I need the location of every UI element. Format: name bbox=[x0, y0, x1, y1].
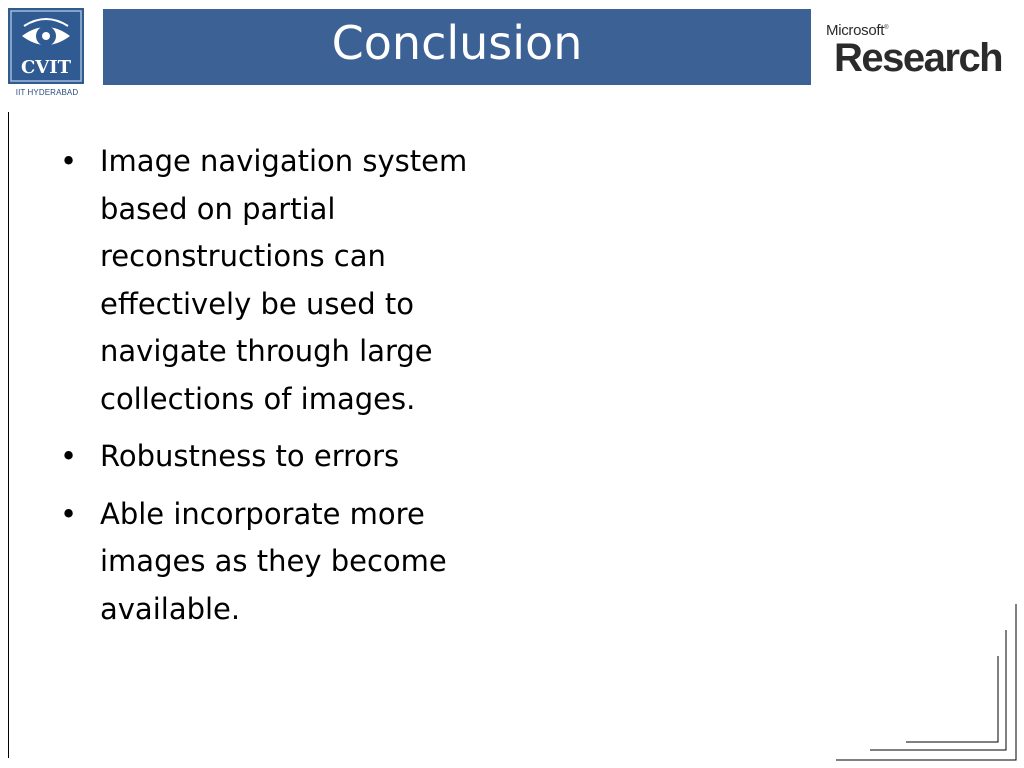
logo-caption: IIT HYDERABAD bbox=[15, 88, 79, 97]
title-bar bbox=[103, 9, 811, 85]
bullet-icon: • bbox=[60, 496, 78, 531]
cvit-logo bbox=[8, 8, 84, 84]
left-border-line bbox=[8, 112, 9, 758]
bullet-text: Able incorporate more images as they become available. bbox=[100, 496, 447, 626]
microsoft-research-logo bbox=[826, 22, 1016, 82]
logo-microsoft-text: Microsoft® bbox=[826, 22, 889, 39]
bullet-icon: • bbox=[60, 439, 78, 473]
bullet-item bbox=[60, 491, 500, 634]
logo-research-text: Research bbox=[834, 36, 1003, 80]
eye-logo-icon bbox=[8, 8, 84, 84]
bullet-item bbox=[60, 138, 500, 423]
bullet-list bbox=[60, 138, 500, 643]
cvit-logo-text: CVIT bbox=[20, 57, 72, 78]
slide-title: Conclusion bbox=[331, 16, 583, 70]
bullet-icon: • bbox=[60, 144, 78, 178]
corner-frame-decoration bbox=[830, 600, 1020, 764]
bullet-item bbox=[60, 433, 500, 481]
bullet-text: Robustness to errors bbox=[100, 439, 400, 473]
bullet-text: Image navigation system based on partial reconstructions can effectively be used to navigate through large collections of images. bbox=[100, 144, 468, 416]
